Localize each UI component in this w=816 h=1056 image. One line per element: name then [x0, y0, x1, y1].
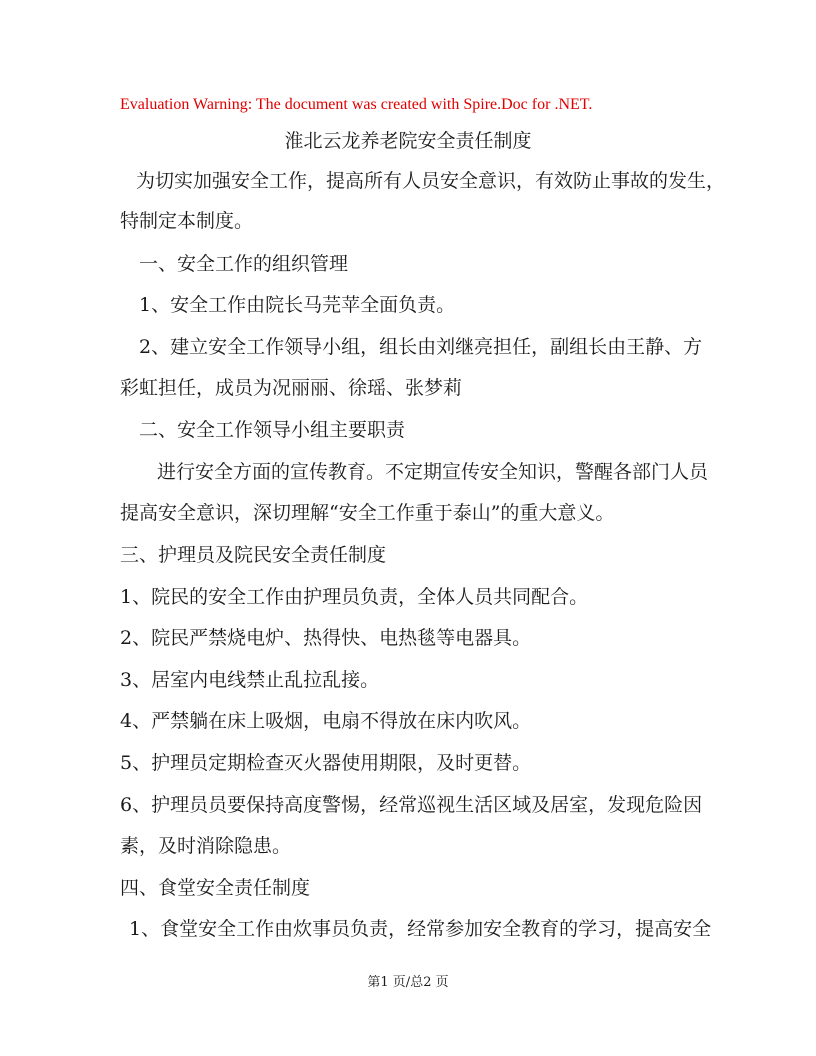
section-heading: 四、食堂安全责任制度 — [120, 877, 311, 899]
section-heading: 二、安全工作领导小组主要职责 — [139, 419, 406, 441]
paragraph-line: 提高安全意识，深切理解“安全工作重于泰山”的重大意义。 — [120, 502, 615, 524]
paragraph-line: 特制定本制度。 — [120, 210, 254, 232]
paragraph-line: 1、院民的安全工作由护理员负责，全体人员共同配合。 — [120, 586, 589, 608]
paragraph-line: 进行安全方面的宣传教育。不定期宣传安全知识，警醒各部门人员 — [157, 461, 709, 483]
page-footer: 第1 页/总2 页 — [367, 975, 449, 990]
paragraph-line: 1、安全工作由院长马芫苹全面负责。 — [139, 294, 456, 316]
paragraph-line: 1、食堂安全工作由炊事员负责，经常参加安全教育的学习，提高安全 — [129, 918, 712, 940]
paragraph-line: 4、严禁躺在床上吸烟，电扇不得放在床内吹风。 — [120, 710, 532, 732]
evaluation-warning: Evaluation Warning: The document was created with Spire.Doc for .NET. — [120, 96, 593, 113]
paragraph-line: 素，及时消除隐患。 — [120, 835, 292, 857]
paragraph-line: 为切实加强安全工作，提高所有人员安全意识，有效防止事故的发生， — [136, 170, 726, 192]
document-title: 淮北云龙养老院安全责任制度 — [284, 130, 532, 152]
paragraph-line: 5、护理员定期检查灭火器使用期限，及时更替。 — [120, 752, 532, 774]
paragraph-line: 3、居室内电线禁止乱拉乱接。 — [120, 669, 380, 691]
section-heading: 一、安全工作的组织管理 — [139, 253, 349, 275]
paragraph-line: 2、院民严禁烧电炉、热得快、电热毯等电器具。 — [120, 627, 532, 649]
paragraph-line: 彩虹担任，成员为况丽丽、徐瑶、张梦莉 — [120, 377, 463, 399]
paragraph-line: 2、建立安全工作领导小组，组长由刘继亮担任，副组长由王静、方 — [139, 336, 703, 358]
paragraph-line: 6、护理员员要保持高度警惕，经常巡视生活区域及居室，发现危险因 — [120, 794, 703, 816]
section-heading: 三、护理员及院民安全责任制度 — [120, 544, 387, 566]
